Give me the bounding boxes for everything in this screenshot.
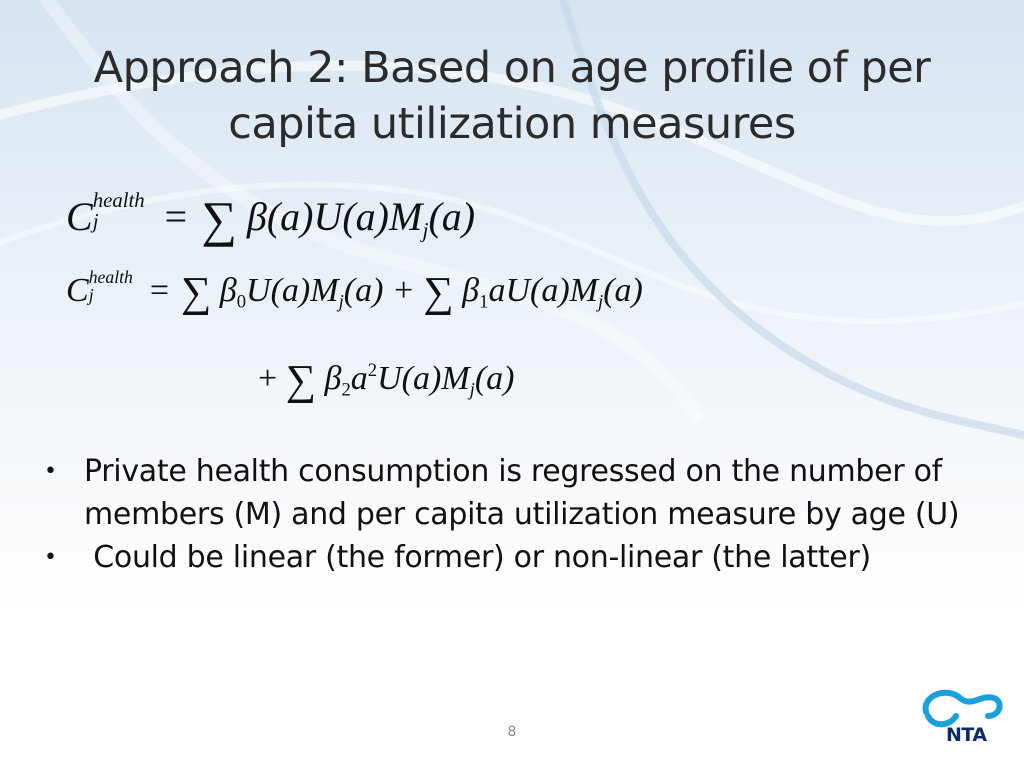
- bullet-list: [44, 450, 994, 579]
- formula-2-part-2-tail: (a): [603, 271, 643, 309]
- formula-3-beta-2-sub: 2: [341, 379, 351, 401]
- formula-2-part-1-sub: j: [338, 291, 344, 313]
- formula-1-tail: (a): [428, 194, 476, 239]
- slide-title: Approach 2: Based on age profile of per capita utilization measures: [93, 43, 931, 149]
- formula-2-lhs-scripts: [89, 268, 133, 304]
- formula-3-a-sup: 2: [367, 359, 378, 381]
- formula-3-plus: +: [258, 359, 278, 397]
- formula-2-beta-1-sub: 1: [479, 291, 489, 313]
- formula-3: [258, 356, 515, 405]
- formula-3-tail: (a): [474, 359, 515, 397]
- formula-1-lhs-scripts: [93, 190, 145, 233]
- formula-1-lhs-sub: j: [92, 209, 99, 233]
- formula-3-sigma: ∑: [285, 357, 316, 404]
- formula-2-part-2: aU(a)M: [488, 271, 598, 309]
- formula-2-beta-0: β: [219, 271, 237, 309]
- bullet-text: Could be linear (the former) or non-linear (the latter): [84, 540, 871, 575]
- bullet-item-1: [44, 450, 994, 536]
- formula-1-lhs-sup: health: [92, 189, 145, 213]
- nta-logo-text: NTA: [946, 724, 987, 746]
- bullet-marker: •: [44, 459, 57, 484]
- formula-3-body-sub: j: [469, 379, 475, 401]
- formula-2-sigma-1: ∑: [180, 269, 212, 316]
- formula-2-part-1-tail: (a) +: [343, 271, 415, 309]
- formula-2-equals: =: [149, 271, 170, 309]
- formula-2: [66, 268, 643, 317]
- formula-3-beta-2: β: [324, 359, 342, 397]
- formula-2-beta-1: β: [462, 271, 480, 309]
- formula-1-lhs-symbol: C: [66, 194, 93, 239]
- formula-2-part-2-sub: j: [597, 291, 604, 313]
- formula-2-sigma-2: ∑: [423, 269, 454, 316]
- formula-1-beta: β: [246, 194, 267, 239]
- bullet-marker: •: [44, 545, 57, 570]
- formula-2-lhs-sub: j: [88, 284, 94, 305]
- formula-2-lhs-sup: health: [88, 266, 133, 287]
- formula-1-sigma: ∑: [201, 191, 237, 247]
- bullet-item-2: [44, 536, 994, 579]
- page-number: 8: [507, 724, 517, 740]
- formula-2-part-1: U(a)M: [246, 271, 339, 309]
- formula-3-body: U(a)M: [377, 359, 470, 397]
- formula-1-equals: =: [164, 194, 188, 239]
- formula-1: [66, 190, 475, 248]
- formula-3-a-symbol: a: [350, 359, 368, 397]
- formula-2-lhs-symbol: C: [66, 271, 89, 309]
- bullet-text: Private health consumption is regressed on the number of members (M) and per capita utilization measure by age (U): [84, 454, 960, 532]
- formula-1-body-sub: j: [422, 217, 429, 243]
- formula-1-body: (a)U(a)M: [266, 194, 423, 239]
- formula-2-beta-0-sub: 0: [236, 291, 247, 313]
